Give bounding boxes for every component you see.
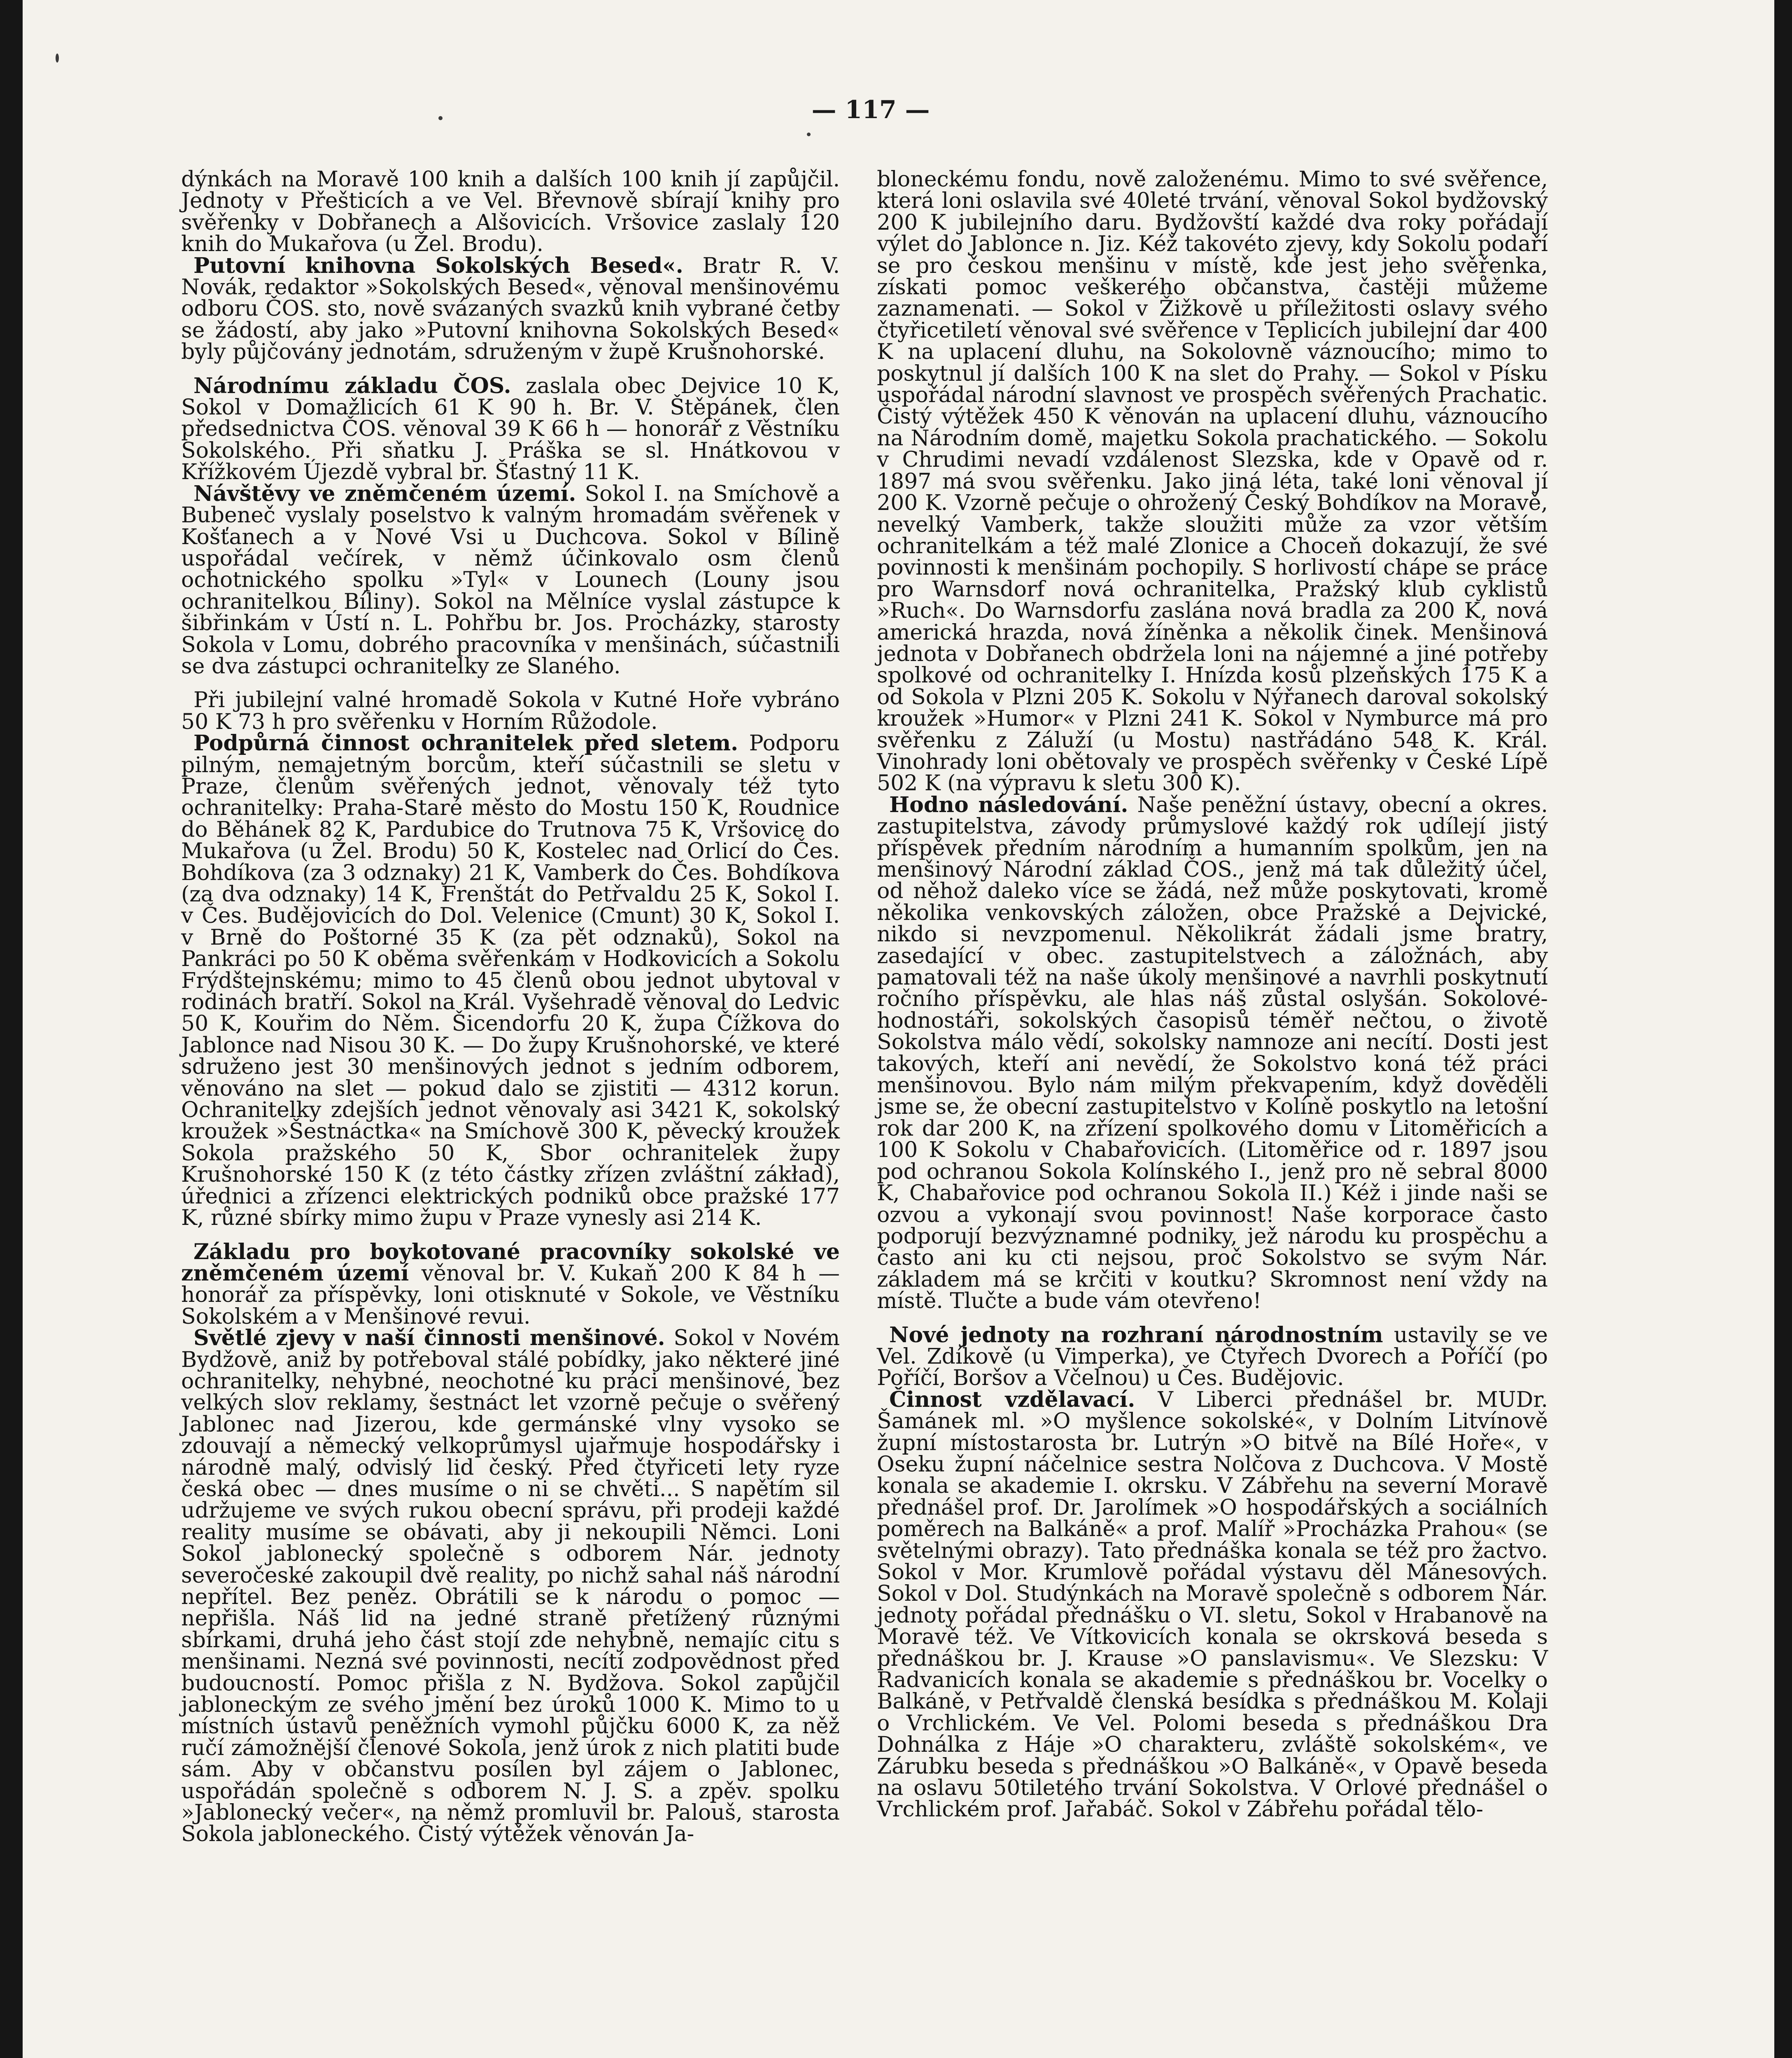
paragraph-text: V Liberci přednášel br. MUDr. Šamánek ml. »O myšlence sokolské«, v Dolním Litvínově župní místostarosta br. Lutrýn »O bitvě na Bílé Hoře«, v Oseku župní náčelnice sestra Nolčova z Duchcova. V Mostě konala se akademie I. okrsku. V Zábřehu na severní Moravě přednášel prof. Dr. Jarolímek »O hospodářských a sociálních poměrech na Balkáně« a prof. Malíř »Procházka Prahou« (se světelnými obrazy). Tato přednáška konala se též pro žactvo. Sokol v Mor. Krumlově pořádal výstavu děl Mánesových. Sokol v Dol. Studýnkách na Moravě společně s odborem Nár. jednoty pořádal přednášku o VI. sletu, Sokol v Hrabanově na Moravě též. Ve Vítkovicích konala se okrsková beseda s přednáškou br. J. Krause »O panslavismu«. Ve Slezsku: V Radvanicích konala se akademie s přednáškou br. Vocelky o Balkáně, v Petřvaldě členská besídka s přednáškou M. Kolaji o Vrchlickém. Ve Vel. Polomi beseda s přednáškou Dra Dohnálka z Háje »O charakteru, zvláště sokolském«, ve Zárubku beseda s přednáškou »O Balkáně«, v Opavě beseda na oslavu 50tiletého trvání Sokolstva. V Orlové přednášel o Vrchlickém prof. Jařabáč. Sokol v Zábřehu pořádal tělo- [877,1387,1548,1822]
paragraph-heading: Světlé zjevy v naší činnosti menšinové. [193,1325,665,1351]
paragraph-text: bloneckému fondu, nově založenému. Mimo to své svěřence, která loni oslavila své 40leté trvání, věnoval Sokol bydžovský 200 K jubilejního daru. Bydžovští každé dva roky pořádají výlet do Jablonce n. Jiz. Kéž takovéto zjevy, kdy Sokolu podaří se pro českou menšinu v místě, kde jest jeho svěřenka, získati pomoc veškerého občanstva, častěji můžeme zaznamenati. — Sokol v Žižkově u příležitosti oslavy svého čtyřicetiletí věnoval své svěřence v Teplicích jubilejní dar 400 K na uplacení dluhu, na Sokolovně váznoucího; mimo to poskytnul jí dalších 100 K na slet do Prahy. — Sokol v Písku uspořádal národní slavnost ve prospěch svěřených Prachatic. Čistý výtěžek 450 K věnován na uplacení dluhu, váznoucího na Národním domě, majetku Sokola prachatického. — Sokolu v Chrudimi nevadí vzdálenost Slezska, kde v Opavě od r. 1897 má svou svěřenku. Jako jiná léta, také loni věnoval jí 200 K. Vzorně pečuje o ohrožený Český Bohdíkov na Moravě, nevelký Vamberk, takže sloužiti může za vzor větším ochranitelkám a též malé Zlonice a Choceň dokazují, že své povinnosti k menšinám pochopily. S horlivostí chápe se práce pro Warnsdorf nová ochranitelka, Pražský klub cyklistů »Ruch«. Do Warnsdorfu zaslána nová bradla za 200 K, nová americká hrazda, nová žíněnka a několik činek. Menšinová jednota v Dobřanech obdržela loni na nájemné a jiné potřeby spolkové od ochranitelky I. Hnízda kosů plzeňských 175 K a od Sokola v Plzni 205 K. Sokolu v Nýřanech daroval sokolský kroužek »Humor« v Plzni 241 K. Sokol v Nymburce má pro svěřenku z Záluží (u Mostu) nastřádáno 548 K. Král. Vinohrady loni obětovaly ve prospěch svěřenky v České Lípě 502 K (na výpravu k sletu 300 K). [877,167,1548,796]
paragraph-text: ustavily se ve Vel. Zdíkově (u Vimperka), ve Čtyřech Dvorech a Poříčí (po Poříčí, Boršov a Včelnou) u Čes. Budějovic. [877,1322,1548,1391]
ink-speck [438,116,443,120]
paragraph-heading: Národnímu základu ČOS. [193,373,511,398]
ink-speck [56,54,59,63]
paragraph [181,733,840,1229]
paragraph-text: Sokol v Novém Bydžově, aniž by potřeboval stálé pobídky, jako některé jiné ochranitelky, nehybné, neochotné ku práci menšinové, bez velkých slov reklamy, šestnáct let vzorně pečuje o svěřený Jablonec nad Jizerou, kde germánské vlny vysoko se zdouvají a německý velkoprůmysl ujařmuje hospodářsky i národně malý, odvislý lid český. Před čtyřiceti lety ryze česká obec — dnes musíme o ni se chvěti... S napětím sil udržujeme ve svých rukou obecní správu, při prodeji každé reality musíme se obávati, aby ji nekoupili Němci. Loni Sokol jablonecký společně s odborem Nár. jednoty severočeské zakoupil dvě reality, po nichž sahal náš národní nepřítel. Bez peněz. Obrátili se k národu o pomoc — nepřišla. Náš lid na jedné straně přetížený různými sbírkami, druhá jeho část stojí zde nehybně, nemajíc citu s menšinami. Nezná své povinnosti, necítí zodpovědnost před budoucností. Pomoc přišla z N. Bydžova. Sokol zapůjčil jabloneckým ze svého jmění bez úroků 1000 K. Mimo to u místních ústavů peněžních vymohl půjčku 6000 K, za něž ručí zámožnější členové Sokola, jenž úrok z nich platiti bude sám. Aby v občanstvu posílen byl zájem o Jablonec, uspořádán společně s odborem N. J. S. a zpěv. spolku »Jablonecký večer«, na němž promluvil br. Palouš, starosta Sokola jabloneckého. Čistý výtěžek věnován Ja- [181,1326,840,1847]
paragraph-text: věnoval br. V. Kukaň 200 K 84 h — honorář za příspěvky, loni otisknuté v Sokole, ve Věstníku Sokolském a v Menšinové revui. [181,1261,840,1329]
paragraph-heading: Činnost vzdělavací. [889,1387,1135,1412]
paragraph [877,794,1548,1312]
paragraph [181,483,840,677]
paragraph-text: Bratr R. V. Novák, redaktor »Sokolských Besed«, věnoval menšinovému odboru ČOS. sto, nově svázaných svazků knih vybrané četby se žádostí, aby jako »Putovní knihovna Sokolských Besed« byly půjčovány jednotám, sdruženým v župě Krušnohorské. [181,253,840,365]
paragraph-heading: Hodno následování. [889,792,1128,817]
left-column [181,169,840,1845]
paragraph [181,375,840,483]
paragraph-text: zaslala obec Dejvice 10 K, Sokol v Domažlicích 61 K 90 h. Br. V. Štěpánek, člen předsednictva ČOS. věnoval 39 K 66 h — honorář z Věstníku Sokolského. Při sňatku J. Práška se sl. Hnátkovou v Křížkovém Újezdě vybral br. Šťastný 11 K. [181,373,840,485]
paragraph-text: Podporu pilným, nemajetným borcům, kteří súčastnili se sletu v Praze, členům svěřených jednot, věnovaly též tyto ochranitelky: Praha-Staré město do Mostu 150 K, Roudnice do Běhánek 82 K, Pardubice do Trutnova 75 K, Vršovice do Mukařova (u Žel. Brodu) 50 K, Kostelec nad Orlicí do Čes. Bohdíkova (za 3 odznaky) 21 K, Vamberk do Čes. Bohdíkova (za dva odznaky) 14 K, Frenštát do Petřvaldu 25 K, Sokol I. v Čes. Budějovicích do Dol. Velenice (Cmunt) 30 K, Sokol I. v Brně do Poštorné 35 K (za pět odznaků), Sokol na Pankráci po 50 K oběma svěřenkám v Hodkovicích a Sokolu Frýdštejnskému; mimo to 45 členů obou jednot ubytoval v rodinách bratří. Sokol na Král. Vyšehradě věnoval do Ledvic 50 K, Kouřim do Něm. Šicendorfu 20 K, župa Čížkova do Jablonce nad Nisou 30 K. — Do župy Krušnohorské, ve které sdruženo jest 30 menšinových jednot s jedním odborem, věnováno na slet — pokud dalo se zjistiti — 4312 korun. Ochranitelky zdejších jednot věnovaly asi 3421 K, sokolský kroužek »Šestnáctka« na Smíchově 300 K, pěvecký kroužek Sokola pražského 50 K, Sbor ochranitelek župy Krušnohorské 150 K (z této částky zřízen zvláštní zákład), úřednici a zřízenci elektrických podniků obce pražské 177 K, různé sbírky mimo župu v Praze vynesly asi 214 K. [181,731,840,1231]
paragraph-heading: Putovní knihovna Sokolských Besed«. [193,253,683,278]
paragraph-text: Naše peněžní ústavy, obecní a okres. zastupitelstva, závody průmyslové každý rok udílejí jistý příspěvek předním národním a humanním spolkům, jen na menšinový Národní základ ČOS., jenž má tak důležitý účel, od něhož daleko více se žádá, než může poskytovati, kromě několika venkovských záložen, obce Pražské a Dejvické, nikdo si nevzpomenul. Několikrát žádali jsme bratry, zasedající v obec. zastupitelstvech a záložnách, aby pamatovali též na naše úkoly menšinové a navrhli poskytnutí ročního příspěvku, ale hlas náš zůstal oslyšán. Sokolové-hodnostáři, sokolských časopisů téměř nečtou, o životě Sokolstva málo vědí, sokolsky namnoze ani necítí. Dosti jest takových, kteří ani nevědí, že Sokolstvo koná též práci menšinovou. Bylo nám milým překvapením, když dověděli jsme se, že obecní zastupitelstvo v Kolíně poskytlo na letošní rok dar 200 K, na zřízení spolkového domu v Litoměřicích a 100 K Sokolu v Chabařovicích. (Litoměřice od r. 1897 jsou pod ochranou Sokola Kolínského I., jenž pro ně sebral 8000 K, Chabařovice pod ochranou Sokola II.) Kéž i jinde naši se ozvou a vykonají svou povinnost! Naše korporace často podporují bezvýznamné podniky, jež národu ku prospěchu a často ani ku cti nejsou, proč Sokolstvo se svým Nár. základem má se krčiti v koutku? Skromnost není vždy na místě. Tlučte a bude vám otevřeno! [877,792,1548,1314]
paragraph [877,169,1548,794]
paragraph [181,689,840,733]
paragraph-heading: Návštěvy ve zněmčeném území. [193,481,576,506]
page-number: — 117 — [811,95,930,124]
paragraph [877,1322,1548,1391]
paragraph [877,1389,1548,1821]
paragraph-heading: Podpůrná činnost ochranitelek před sletem. [193,731,739,756]
paragraph-text: Sokol I. na Smíchově a Bubeneč vyslaly poselstvo k valným hromadám svěřenek v Košťanech a v Nové Vsi u Duchcova. Sokol v Bílině uspořádal večírek, v němž účinkovalo osm členů ochotnického spolku »Tyl« v Lounech (Louny jsou ochranitelkou Bíliny). Sokol na Mělníce vyslal zástupce k šibřinkám v Ústí n. L. Pohřbu br. Jos. Procházky, starosty Sokola v Lomu, dobrého pracovníka v menšinách, súčastnili se dva zástupci ochranitelky ze Slaného. [181,481,840,679]
paragraph [181,255,840,363]
paragraph-heading: Nové jednoty na rozhraní národnostním [889,1322,1383,1348]
right-column [877,169,1548,1821]
paragraph-heading: Základu pro boykotované pracovníky sokolské ve zněmčeném území [181,1239,840,1286]
paragraph-text: Při jubilejní valné hromadě Sokola v Kutné Hoře vybráno 50 K 73 h pro svěřenku v Horním Růžodole. [181,688,840,734]
page-sheet [23,0,1774,2058]
paragraph-text: dýnkách na Moravě 100 knih a dalších 100 knih jí zapůjčil. Jednoty v Přešticích a ve Vel. Břevnově sbírají knihy pro svěřenky v Dobřanech a Alšovicích. Vršovice zaslaly 120 knih do Mukařova (u Žel. Brodu). [181,167,840,257]
paragraph [181,1327,840,1845]
ink-speck [807,133,811,136]
paragraph [181,1241,840,1328]
paragraph [181,169,840,255]
